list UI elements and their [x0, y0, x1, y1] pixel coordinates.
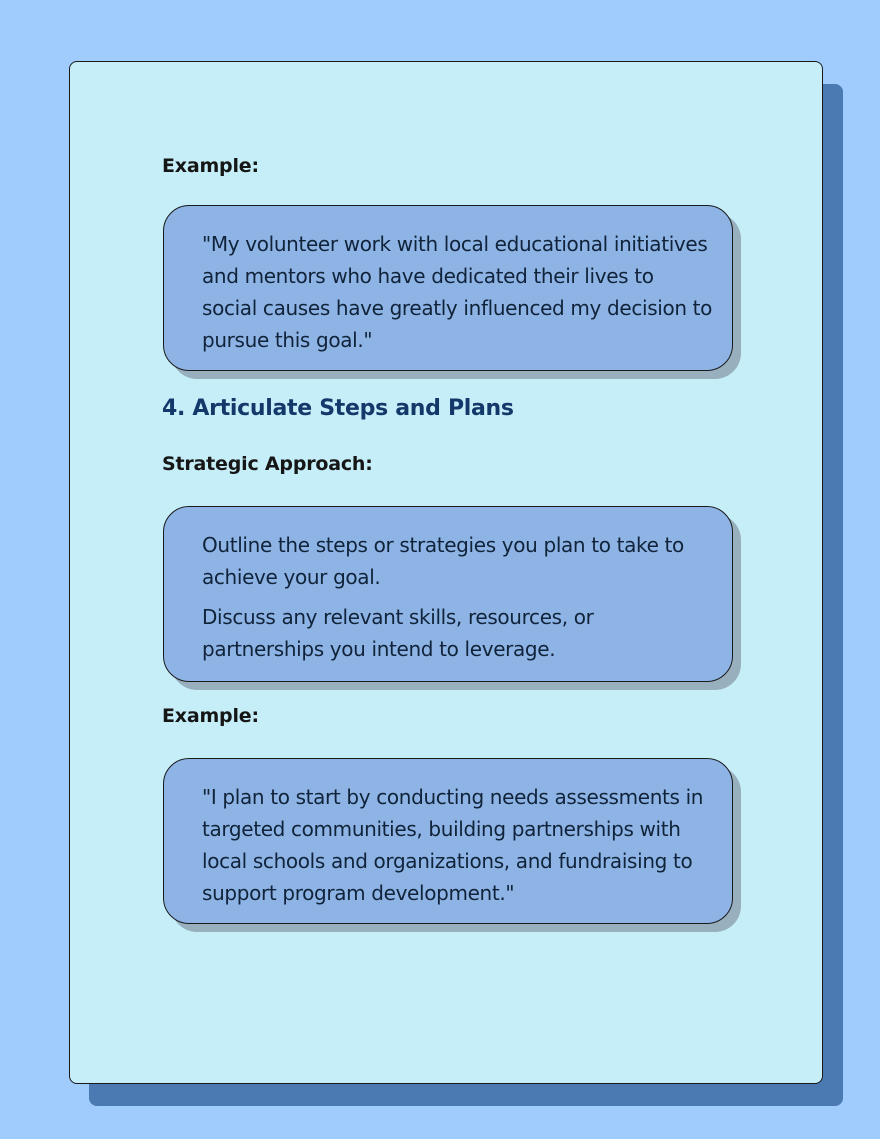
strategic-approach-box — [163, 506, 733, 682]
example-quote-box-1 — [163, 205, 733, 371]
example-label-2: Example: — [162, 705, 259, 727]
example-label-1: Example: — [162, 155, 259, 177]
strategic-approach-bubble — [163, 506, 733, 682]
example-quote-text-1: "My volunteer work with local educational initiatives and mentors who have dedicated their lives to social causes have greatly influenced my decision to pursue this goal." — [202, 232, 713, 352]
strategic-point-2: Discuss any relevant skills, resources, or partnerships you intend to leverage. — [202, 605, 594, 661]
example-quote-bubble-1 — [163, 205, 733, 371]
section-heading-step-4: 4. Articulate Steps and Plans — [162, 396, 514, 421]
example-quote-bubble-2 — [163, 758, 733, 924]
strategic-approach-label: Strategic Approach: — [162, 453, 373, 475]
strategic-point-1: Outline the steps or strategies you plan to take to achieve your goal. — [202, 533, 684, 589]
example-quote-box-2 — [163, 758, 733, 924]
example-quote-text-2: "I plan to start by conducting needs assessments in targeted communities, building partnerships with local schools and organizations, and fundraising to support program development." — [202, 785, 704, 905]
